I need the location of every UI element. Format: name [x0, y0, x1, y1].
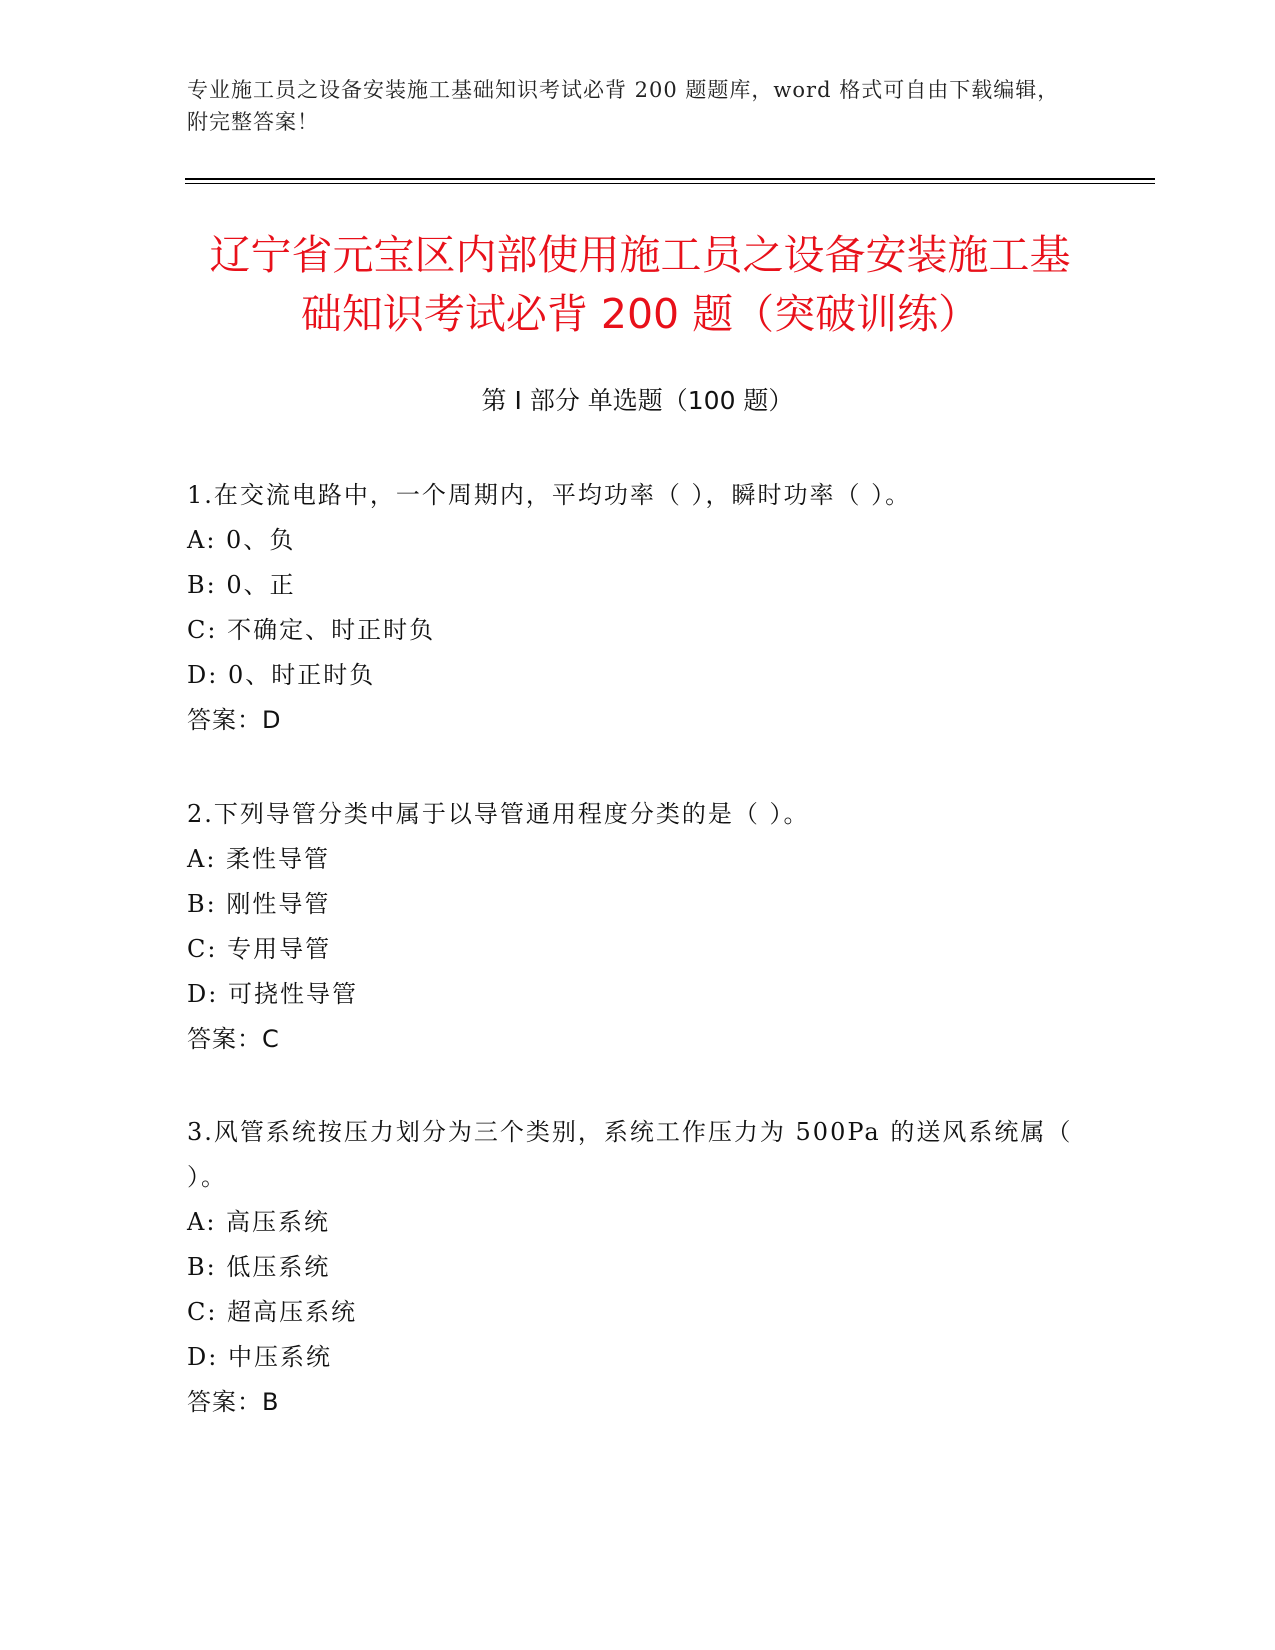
- header-divider-thick: [185, 178, 1155, 180]
- header-divider-thin: [185, 183, 1155, 184]
- option-a: A: 高压系统: [187, 1208, 331, 1236]
- option-a: A: 0、负: [187, 526, 296, 554]
- header-note: 专业施工员之设备安装施工基础知识考试必背 200 题题库，word 格式可自由下载编辑，附完整答案！: [187, 78, 1060, 134]
- option-c: C: 专用导管: [187, 935, 332, 963]
- section-heading: 第 I 部分 单选题（100 题）: [481, 386, 794, 415]
- document-title: 辽宁省元宝区内部使用施工员之设备安装施工基础知识考试必背 200 题（突破训练）: [209, 231, 1071, 338]
- question-stem: 2.下列导管分类中属于以导管通用程度分类的是（ ）。: [187, 800, 810, 828]
- option-c: C: 不确定、时正时负: [187, 616, 436, 644]
- option-b: B: 0、正: [187, 571, 296, 599]
- option-a: A: 柔性导管: [187, 845, 331, 873]
- option-b: B: 刚性导管: [187, 890, 331, 918]
- option-d: D: 中压系统: [187, 1343, 332, 1371]
- answer-line: 答案：C: [187, 1025, 280, 1053]
- option-d: D: 可挠性导管: [187, 980, 358, 1008]
- question-3: [187, 1110, 1087, 1425]
- question-1: [187, 473, 1087, 743]
- answer-line: 答案：D: [187, 706, 282, 734]
- option-b: B: 低压系统: [187, 1253, 331, 1281]
- question-2: [187, 792, 1087, 1062]
- option-c: C: 超高压系统: [187, 1298, 358, 1326]
- question-stem: 1.在交流电路中，一个周期内，平均功率（ ），瞬时功率（ ）。: [187, 481, 912, 509]
- answer-line: 答案：B: [187, 1388, 280, 1416]
- question-stem: 3.风管系统按压力划分为三个类别，系统工作压力为 500Pa 的送风系统属（ ）。: [187, 1118, 1073, 1191]
- option-d: D: 0、时正时负: [187, 661, 376, 689]
